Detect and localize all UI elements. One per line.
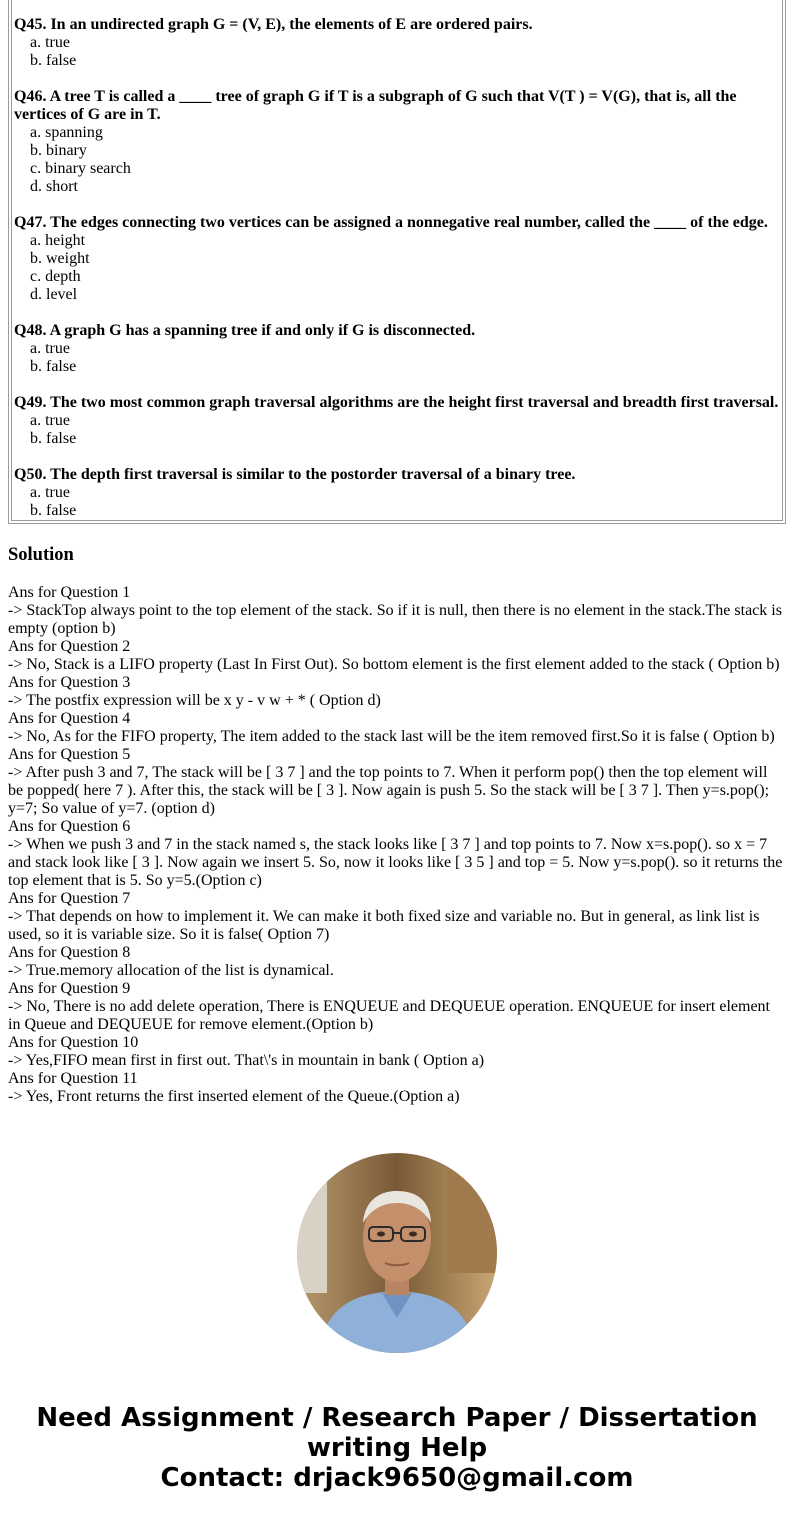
question-text: [14, 394, 780, 412]
answer-block: [8, 746, 786, 818]
answer-option: a. true: [30, 340, 70, 357]
question-prompt: The depth first traversal is similar to the postorder traversal of a binary tree.: [50, 466, 576, 483]
question-text: [14, 322, 780, 340]
answer-body: -> True.memory allocation of the list is dynamical.: [8, 962, 334, 979]
question-q48: [14, 322, 780, 376]
answer-option: c. depth: [30, 268, 81, 285]
answer-option: d. short: [30, 178, 78, 195]
answer-title: Ans for Question 5: [8, 746, 131, 763]
promo-contact: Contact: drjack9650@gmail.com: [160, 1463, 634, 1493]
answer-body: -> That depends on how to implement it. We can make it both fixed size and variable no. But in general, as link list is used, so it is variable size. So it is false( Option 7): [8, 908, 760, 943]
answer-block: [8, 674, 786, 710]
quiz-spacer: [14, 0, 780, 16]
author-avatar: [297, 1153, 497, 1353]
answer-title: Ans for Question 8: [8, 944, 131, 961]
answer-body: -> The postfix expression will be x y - v w + * ( Option d): [8, 692, 381, 709]
answer-body: -> Yes,FIFO mean first in first out. That\'s in mountain in bank ( Option a): [8, 1052, 485, 1069]
quiz-table: [8, 0, 786, 524]
answer-title: Ans for Question 9: [8, 980, 131, 997]
answer-option: a. true: [30, 484, 70, 501]
solution-heading: Solution: [8, 545, 74, 565]
avatar-portrait-image: [297, 1153, 497, 1353]
question-number: Q50.: [14, 466, 47, 483]
answer-option: b. weight: [30, 250, 90, 267]
question-number: Q46.: [14, 88, 47, 105]
answer-block: [8, 638, 786, 674]
answer-option: d. level: [30, 286, 78, 303]
answer-option: b. false: [30, 502, 77, 519]
question-prompt: In an undirected graph G = (V, E), the elements of E are ordered pairs.: [50, 16, 533, 33]
answer-option: a. height: [30, 232, 86, 249]
promo-line-1: Need Assignment / Research Paper / Dissertation: [36, 1403, 758, 1433]
quiz-table-cell: [11, 0, 783, 521]
answer-option: c. binary search: [30, 160, 131, 177]
question-number: Q47.: [14, 214, 47, 231]
answer-option: b. false: [30, 430, 77, 447]
question-q50: [14, 466, 780, 520]
solution-answers: [8, 584, 786, 1106]
answer-block: [8, 1034, 786, 1070]
question-number: Q49.: [14, 394, 47, 411]
answer-option: b. false: [30, 358, 77, 375]
answer-block: [8, 944, 786, 980]
answer-title: Ans for Question 1: [8, 584, 131, 601]
question-number: Q45.: [14, 16, 47, 33]
answer-block: [8, 890, 786, 944]
answer-body: -> No, There is no add delete operation, There is ENQUEUE and DEQUEUE operation. ENQUEUE for insert element in Queue and DEQUEUE for remove element.(Option b): [8, 998, 770, 1033]
question-text: [14, 88, 780, 124]
question-number: Q48.: [14, 322, 47, 339]
answer-option: b. false: [30, 52, 77, 69]
question-q46: [14, 88, 780, 196]
question-text: [14, 466, 780, 484]
answer-title: Ans for Question 3: [8, 674, 131, 691]
answer-option: a. spanning: [30, 124, 103, 141]
answer-title: Ans for Question 2: [8, 638, 131, 655]
question-prompt: The two most common graph traversal algorithms are the height first traversal and breadth first traversal.: [50, 394, 779, 411]
answer-option: b. binary: [30, 142, 87, 159]
promo-line-2: writing Help: [306, 1433, 488, 1463]
answer-block: [8, 1070, 786, 1106]
question-prompt: A tree T is called a ____ tree of graph G if T is a subgraph of G such that V(T ) = V(G), that is, all the vertices of G are in T.: [14, 88, 737, 123]
answer-block: [8, 710, 786, 746]
answer-body: -> After push 3 and 7, The stack will be [ 3 7 ] and the top points to 7. When it perform pop() then the top element will be popped( here 7 ). After this, the stack will be [ 3 ]. Now again is push 5. So the stack will be [ 3 7 ]. Then y=s.pop(); y=7; So value of y=7. (option d): [8, 764, 770, 817]
question-text: [14, 16, 780, 34]
question-q49: [14, 394, 780, 448]
question-prompt: A graph G has a spanning tree if and only if G is disconnected.: [49, 322, 476, 339]
answer-block: [8, 584, 786, 638]
answer-title: Ans for Question 10: [8, 1034, 139, 1051]
answer-body: -> No, Stack is a LIFO property (Last In First Out). So bottom element is the first element added to the stack ( Option b): [8, 656, 780, 673]
answer-body: -> No, As for the FIFO property, The item added to the stack last will be the item removed first.So it is false ( Option b): [8, 728, 775, 745]
answer-title: Ans for Question 7: [8, 890, 131, 907]
question-q45: [14, 16, 780, 70]
answer-block: [8, 818, 786, 890]
answer-body: -> When we push 3 and 7 in the stack named s, the stack looks like [ 3 7 ] and top points to 7. Now x=s.pop(). so x = 7 and stack look like [ 3 ]. Now again we insert 5. So, now it looks like [ 3 5 ] and top = 5. Now y=s.pop(). so it returns the top element that is 5. So y=5.(Option c): [8, 836, 783, 889]
answer-body: -> Yes, Front returns the first inserted element of the Queue.(Option a): [8, 1088, 460, 1105]
question-text: [14, 214, 780, 232]
answer-title: Ans for Question 4: [8, 710, 131, 727]
answer-body: -> StackTop always point to the top element of the stack. So if it is null, then there is no element in the stack.The stack is empty (option b): [8, 602, 782, 637]
answer-option: a. true: [30, 34, 70, 51]
promo-banner: [0, 1403, 794, 1493]
answer-option: a. true: [30, 412, 70, 429]
question-q47: [14, 214, 780, 304]
answer-title: Ans for Question 11: [8, 1070, 138, 1087]
answer-block: [8, 980, 786, 1034]
answer-title: Ans for Question 6: [8, 818, 131, 835]
question-prompt: The edges connecting two vertices can be assigned a nonnegative real number, called the ____ of the edge.: [50, 214, 768, 231]
